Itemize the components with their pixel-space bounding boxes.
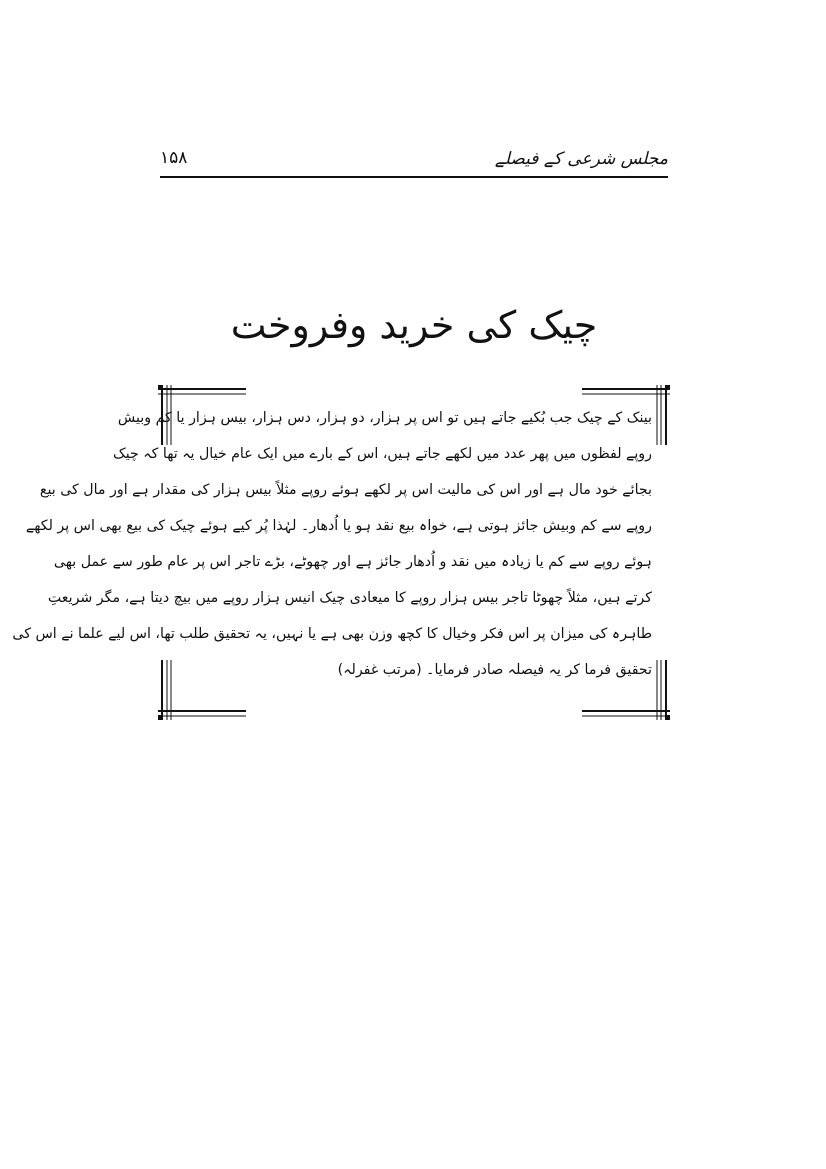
body-line: تحقیق فرما کر یہ فیصلہ صادر فرمایا۔ (مرتب غفرلہ): [337, 662, 652, 678]
body-line: ہوئے روپے سے کم یا زیادہ میں نقد و اُدھار جائز ہے اور چھوٹے، بڑے تاجر اس پر عام طور سے عمل بھی: [53, 554, 652, 570]
chapter-title: چیک کی خرید وفروخت: [230, 303, 598, 347]
header-rule: [160, 176, 668, 178]
page-number: ۱۵۸: [160, 148, 193, 168]
body-line: روپے سے کم وبیش جائز ہوتی ہے، خواہ بیع نقد ہو یا اُدھار۔ لہٰذا پُر کیے ہوئے چیک کی بیع بھی اس پر لکھے: [25, 518, 652, 534]
body-line: کرتے ہیں، مثلاً چھوٹا تاجر بیس ہزار روپے کا میعادی چیک انیس ہزار روپے میں بیچ دیتا ہے، مگر شریعتِ: [47, 590, 652, 606]
body-line: بجائے خود مال ہے اور اس کی مالیت اس پر لکھے ہوئے روپے مثلاً بیس ہزار کی مقدار ہے اور مال کی بیع: [39, 482, 652, 498]
body-paragraph: [12, 400, 652, 700]
book-title: مجلس شرعی کے فیصلے: [489, 148, 668, 169]
page-header: [160, 148, 668, 180]
body-line: طاہرہ کی میزان پر اس فکر وخیال کا کچھ وزن بھی ہے یا نہیں، یہ تحقیق طلب تھا، اس لیے علما نے اس کی: [12, 626, 652, 642]
body-line: بینک کے چیک جب بُکیے جاتے ہیں تو اس پر ہزار، دو ہزار، دس ہزار، بیس ہزار یا کم وبیش: [117, 410, 652, 426]
body-line: روپے لفظوں میں پھر عدد میں لکھے جاتے ہیں، اس کے بارے میں ایک عام خیال یہ تھا کہ چیک: [113, 446, 652, 462]
